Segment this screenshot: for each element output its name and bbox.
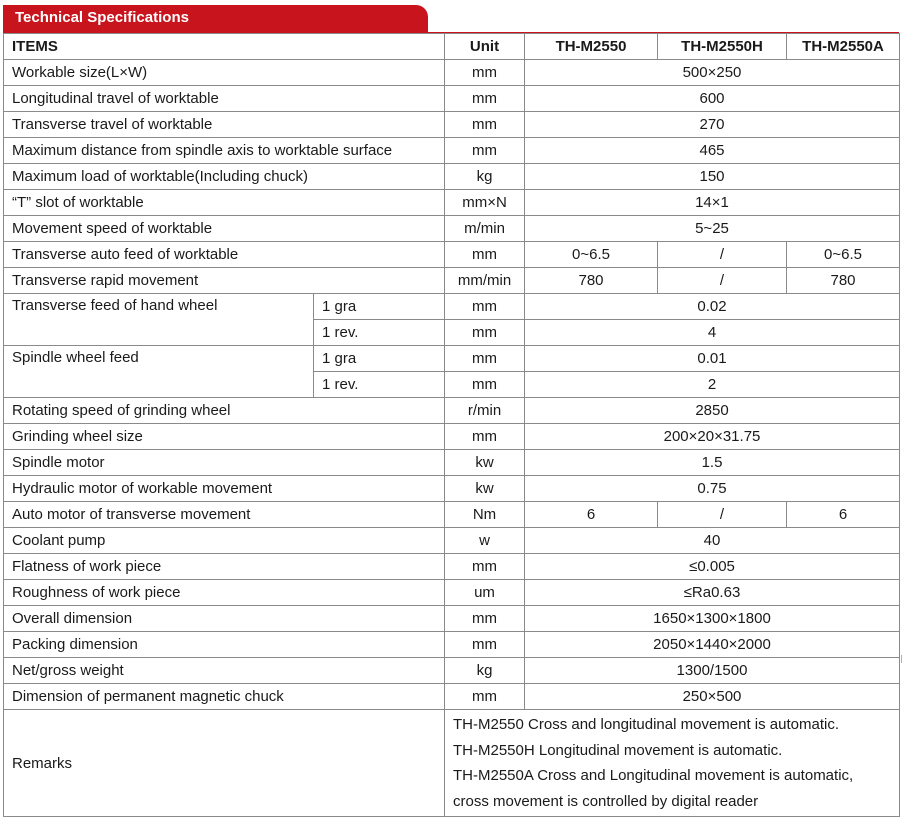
table-row <box>4 346 900 372</box>
value-cell: 2 <box>525 372 900 398</box>
value-cell: 1.5 <box>525 450 900 476</box>
value-cell: 1650×1300×1800 <box>525 606 900 632</box>
table-row <box>4 450 900 476</box>
table-row <box>4 86 900 112</box>
value-cell: 40 <box>525 528 900 554</box>
spec-table <box>3 33 900 817</box>
item-label: Spindle wheel feed <box>4 346 314 398</box>
table-row <box>4 658 900 684</box>
header-unit: Unit <box>445 34 525 60</box>
item-label: Dimension of permanent magnetic chuck <box>4 684 445 710</box>
value-cell: ≤Ra0.63 <box>525 580 900 606</box>
spec-table-body <box>4 60 900 817</box>
remarks-line: TH-M2550H Longitudinal movement is automatic. <box>453 741 783 759</box>
table-row <box>4 632 900 658</box>
item-label: Maximum distance from spindle axis to worktable surface <box>4 138 445 164</box>
remarks-label: Remarks <box>4 710 445 817</box>
value-cell: 150 <box>525 164 900 190</box>
table-row <box>4 164 900 190</box>
item-label: Longitudinal travel of worktable <box>4 86 445 112</box>
value-cell: 0.75 <box>525 476 900 502</box>
item-label: Net/gross weight <box>4 658 445 684</box>
value-cell: 250×500 <box>525 684 900 710</box>
item-label: Grinding wheel size <box>4 424 445 450</box>
unit-cell: mm <box>445 242 525 268</box>
item-label: Packing dimension <box>4 632 445 658</box>
value-cell: 500×250 <box>525 60 900 86</box>
value-cell: 0.01 <box>525 346 900 372</box>
unit-cell: mm <box>445 320 525 346</box>
unit-cell: mm <box>445 554 525 580</box>
item-label: Roughness of work piece <box>4 580 445 606</box>
item-label: Maximum load of worktable(Including chuck) <box>4 164 445 190</box>
item-label: Rotating speed of grinding wheel <box>4 398 445 424</box>
unit-cell: kg <box>445 658 525 684</box>
unit-cell: mm <box>445 346 525 372</box>
remarks-line: TH-M2550 Cross and longitudinal movement is automatic. <box>453 716 840 733</box>
unit-cell: mm×N <box>445 190 525 216</box>
table-row <box>4 580 900 606</box>
table-row <box>4 476 900 502</box>
section-title-band <box>3 5 428 32</box>
sub-item-label: 1 gra <box>314 346 445 372</box>
value-cell: 5~25 <box>525 216 900 242</box>
value-cell: 465 <box>525 138 900 164</box>
unit-cell: kw <box>445 476 525 502</box>
value-cell: 14×1 <box>525 190 900 216</box>
header-items: ITEMS <box>4 34 445 60</box>
edge-mark <box>901 655 902 663</box>
value-cell: ≤0.005 <box>525 554 900 580</box>
unit-cell: mm <box>445 632 525 658</box>
model-value-cell: / <box>658 268 787 294</box>
table-row <box>4 60 900 86</box>
unit-cell: mm <box>445 138 525 164</box>
header-model-2: TH-M2550H <box>658 34 787 60</box>
value-cell: 600 <box>525 86 900 112</box>
unit-cell: Nm <box>445 502 525 528</box>
model-value-cell: / <box>658 242 787 268</box>
unit-cell: mm <box>445 424 525 450</box>
remarks-line: TH-M2550A Cross and Longitudinal movement is automatic, <box>453 767 854 784</box>
unit-cell: m/min <box>445 216 525 242</box>
table-row <box>4 216 900 242</box>
table-row <box>4 242 900 268</box>
model-value-cell: 780 <box>525 268 658 294</box>
item-label: Transverse rapid movement <box>4 268 445 294</box>
item-label: Spindle motor <box>4 450 445 476</box>
model-value-cell: 780 <box>787 268 900 294</box>
table-row <box>4 190 900 216</box>
header-model-3: TH-M2550A <box>787 34 900 60</box>
table-row <box>4 398 900 424</box>
section-title: Technical Specifications <box>15 9 189 26</box>
model-value-cell: 0~6.5 <box>525 242 658 268</box>
unit-cell: mm <box>445 606 525 632</box>
unit-cell: r/min <box>445 398 525 424</box>
value-cell: 2850 <box>525 398 900 424</box>
table-row <box>4 294 900 320</box>
value-cell: 270 <box>525 112 900 138</box>
table-row <box>4 502 900 528</box>
unit-cell: kw <box>445 450 525 476</box>
unit-cell: mm <box>445 60 525 86</box>
sub-item-label: 1 gra <box>314 294 445 320</box>
item-label: Coolant pump <box>4 528 445 554</box>
item-label: Transverse feed of hand wheel <box>4 294 314 346</box>
item-label: “T” slot of worktable <box>4 190 445 216</box>
header-model-1: TH-M2550 <box>525 34 658 60</box>
unit-cell: kg <box>445 164 525 190</box>
unit-cell: w <box>445 528 525 554</box>
model-value-cell: / <box>658 502 787 528</box>
unit-cell: um <box>445 580 525 606</box>
unit-cell: mm <box>445 294 525 320</box>
item-label: Hydraulic motor of workable movement <box>4 476 445 502</box>
value-cell: 0.02 <box>525 294 900 320</box>
item-label: Transverse travel of worktable <box>4 112 445 138</box>
item-label: Flatness of work piece <box>4 554 445 580</box>
header-row <box>4 34 900 60</box>
table-row <box>4 684 900 710</box>
remarks-row <box>4 710 900 817</box>
sub-item-label: 1 rev. <box>314 372 445 398</box>
item-label: Workable size(L×W) <box>4 60 445 86</box>
model-value-cell: 6 <box>787 502 900 528</box>
sub-item-label: 1 rev. <box>314 320 445 346</box>
table-row <box>4 138 900 164</box>
value-cell: 2050×1440×2000 <box>525 632 900 658</box>
value-cell: 1300/1500 <box>525 658 900 684</box>
model-value-cell: 6 <box>525 502 658 528</box>
item-label: Movement speed of worktable <box>4 216 445 242</box>
item-label: Overall dimension <box>4 606 445 632</box>
unit-cell: mm <box>445 372 525 398</box>
value-cell: 200×20×31.75 <box>525 424 900 450</box>
model-value-cell: 0~6.5 <box>787 242 900 268</box>
unit-cell: mm/min <box>445 268 525 294</box>
unit-cell: mm <box>445 112 525 138</box>
table-row <box>4 112 900 138</box>
unit-cell: mm <box>445 86 525 112</box>
table-row <box>4 606 900 632</box>
item-label: Auto motor of transverse movement <box>4 502 445 528</box>
table-row <box>4 554 900 580</box>
table-row <box>4 424 900 450</box>
item-label: Transverse auto feed of worktable <box>4 242 445 268</box>
table-row <box>4 528 900 554</box>
unit-cell: mm <box>445 684 525 710</box>
remarks-text <box>445 710 900 817</box>
value-cell: 4 <box>525 320 900 346</box>
table-row <box>4 268 900 294</box>
remarks-line: cross movement is controlled by digital reader <box>453 792 759 810</box>
